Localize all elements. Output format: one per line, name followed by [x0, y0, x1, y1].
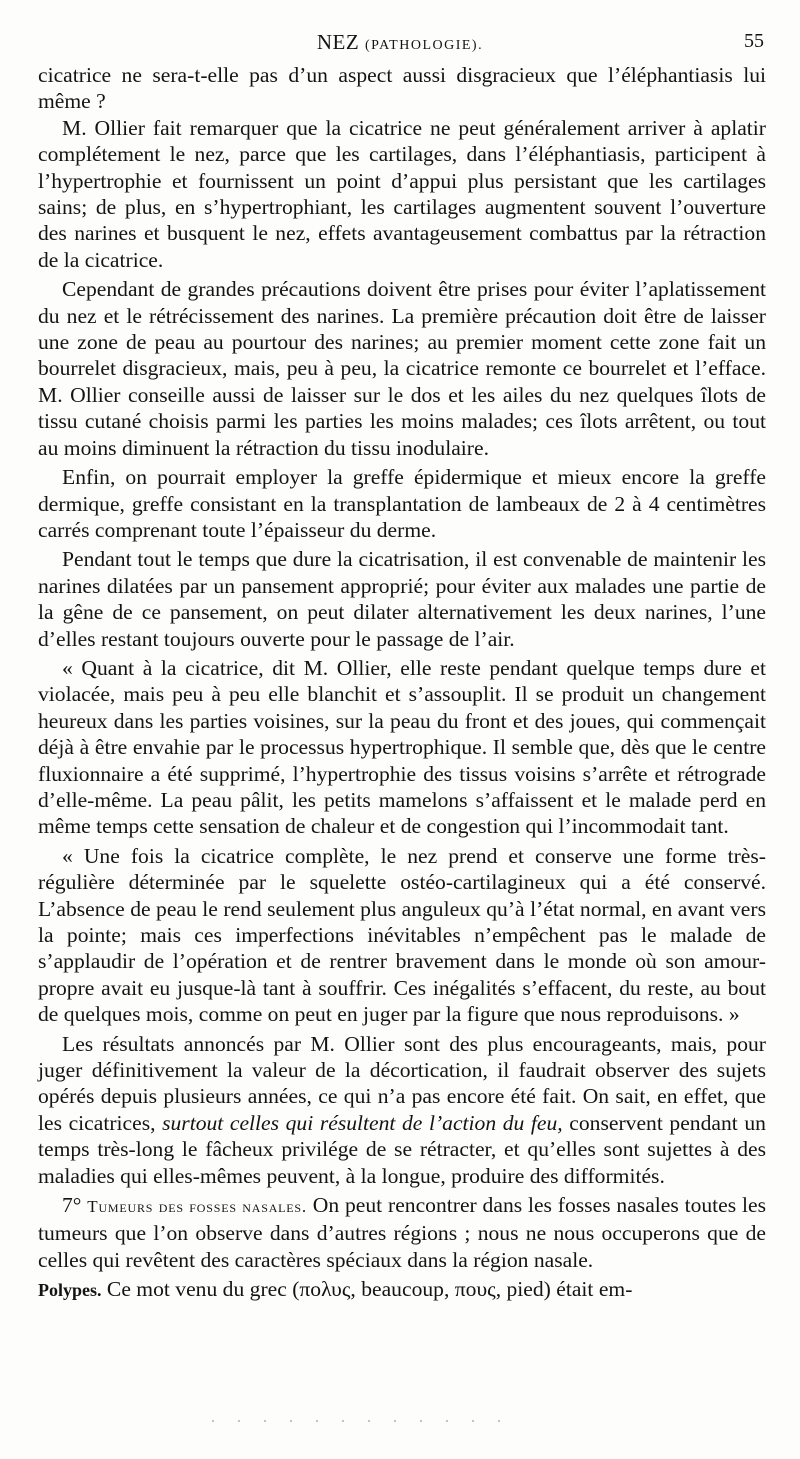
section-heading: Tumeurs des fosses nasales.: [87, 1197, 307, 1217]
paragraph-precautions: Cependant de grandes précautions doivent être prises pour éviter l’aplatissement du nez et le rétrécissement des narines. La première précaution doit être de laisser une zone de peau au pourtour des narines; au premier moment cette zone fait un bourrelet disgracieux, mais, peu à peu, la cicatrice remonte ce bourrelet et l’efface. M. Ollier conseille aussi de laisser sur le dos et les ailes du nez quelques îlots de tissu cutané choisis parmi les parties les moins malades; ces îlots arrêtent, ou tout au moins diminuent la rétraction du tissu inodulaire.: [38, 277, 766, 460]
paragraph-cicatrisation: Pendant tout le temps que dure la cicatrisation, il est convenable de maintenir les narines dilatées par un pansement approprié; pour éviter aux malades une partie de la gêne de ce pansement, on peut dilater alternativement les deux narines, l’une d’elles restant toujours ouverte pour le passage de l’air.: [38, 547, 766, 651]
section-number: 7°: [62, 1193, 82, 1218]
paragraph-resultats-text-b: conservent pendant un temps très-long le fâcheux privilége de se rétracter, et qu’elles sont sujettes à des maladies qui elles-mêmes peuvent, à la longue, produire des difformités.: [38, 1110, 766, 1188]
polypes-heading: Polypes.: [38, 1280, 102, 1301]
paragraph-resultats-italic: surtout celles qui résultent de l’action du feu,: [162, 1110, 563, 1135]
paragraph-quote-resultat: « Une fois la cicatrice complète, le nez prend et conserve une forme très-régulière déterminée par le squelette ostéo-cartilagineux qui a été conservé. L’absence de peau le rend seulement plus anguleux qu’à l’état normal, en avant vers la pointe; mais ces imperfections inévitables n’empêchent pas le malade de s’applaudir de l’opération et de rentrer bravement dans le monde où son amour-propre avait eu jusque-là tant à souffrir. Ces inégalités s’effacent, du reste, au bout de quelques mois, comme on peut en juger par la figure que nous reproduisons. »: [38, 843, 766, 1027]
header-title-main: NEZ: [316, 30, 360, 54]
running-header: [0, 26, 800, 56]
paragraph-quote-cicatrice: « Quant à la cicatrice, dit M. Ollier, elle reste pendant quelque temps dure et violacée, mais peu à peu elle blanchit et s’assouplit. Il se produit un changement heureux dans les parties voisines, sur la peau du front et des joues, qui commençait déjà à être envahie par le processus hypertrophique. Il semble que, dès que le centre fluxionnaire a été supprimé, l’hypertrophie des tissus voisins s’arrête et rétrograde d’elle-même. La peau pâlit, les petits mamelons s’affaissent et le malade perd en même temps cette sensation de chaleur et de congestion qui l’incommodait tant.: [38, 655, 766, 839]
body-text: [38, 62, 766, 1304]
paragraph-resultats: [38, 1031, 766, 1189]
header-title-sub: (PATHOLOGIE).: [364, 38, 484, 53]
header-title: [0, 30, 800, 55]
paragraph-ollier-remark: M. Ollier fait remarquer que la cicatrice ne peut généralement arriver à aplatir complétement le nez, parce que les cartilages, dans l’éléphantiasis, participent à l’hypertrophie et fournissent un point d’appui plus persistant que les cartilages sains; de plus, en s’hypertrophiant, les cartilages augmentent souvent l’ouverture des narines et busquent le nez, effets avantageusement combattus par la rétraction de la cicatrice.: [38, 115, 766, 272]
page-number: 55: [744, 30, 764, 52]
section-text: On peut rencontrer dans les fosses nasales toutes les tumeurs que l’on observe dans d’autres régions ; nous ne nous occuperons que de celles qui revêtent des caractères spéciaux dans la région nasale.: [38, 1193, 766, 1272]
paragraph-polypes: [38, 1276, 766, 1303]
bleed-through-marks: [200, 1418, 500, 1424]
paragraph-continuation: cicatrice ne sera-t-elle pas d’un aspect aussi disgracieux que l’éléphantiasis lui même ?: [38, 63, 766, 114]
polypes-text: Ce mot venu du grec (πολυς, beaucoup, πους, pied) était em-: [101, 1277, 633, 1302]
paragraph-greffe: Enfin, on pourrait employer la greffe épidermique et mieux encore la greffe dermique, greffe consistant en la transplantation de lambeaux de 2 à 4 centimètres carrés comprenant toute l’épaisseur du derme.: [38, 465, 766, 542]
section-tumeurs: [38, 1192, 766, 1273]
paragraph-resultats-text-a: Les résultats annoncés par M. Ollier sont des plus encourageants, mais, pour juger définitivement la valeur de la décortication, il faudrait observer des sujets opérés depuis plusieurs années, ce qui n’a pas encore été fait. On sait, en effet, que les cicatrices,: [38, 1031, 766, 1135]
